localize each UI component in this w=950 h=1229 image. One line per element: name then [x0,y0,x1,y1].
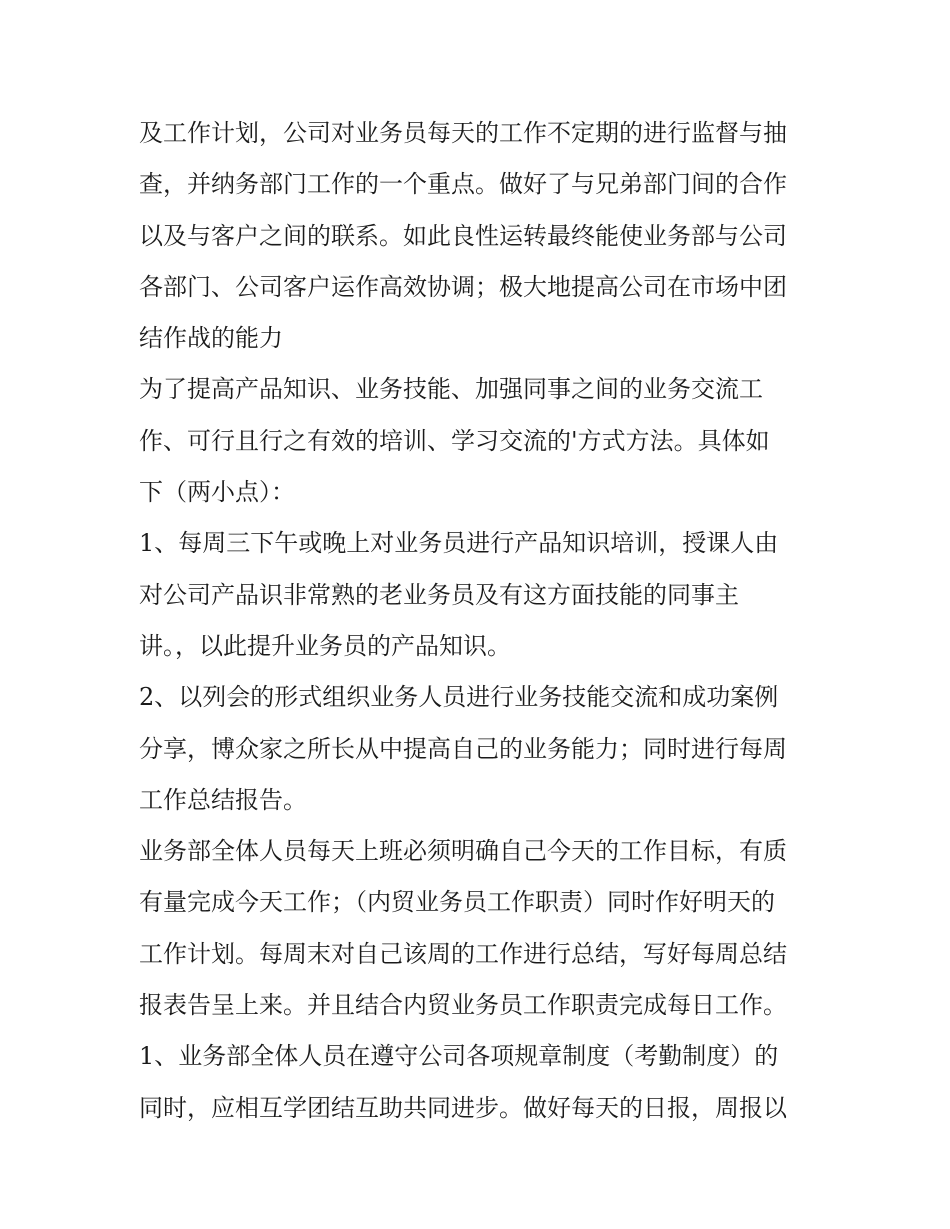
text-line: 为了提高产品知识、业务技能、加强同事之间的业务交流工 [139,375,763,404]
text-line: 1、业务部全体人员在遵守公司各项规章制度（考勤制度）的 [139,1042,779,1071]
text-line: 查，并纳务部门工作的一个重点。做好了与兄弟部门间的合作 [139,170,787,199]
body-text [139,108,819,1134]
text-line: 以及与客户之间的联系。如此良性运转最终能使业务部与公司 [139,221,787,250]
text-line: 工作计划。每周末对自己该周的工作进行总结，写好每周总结 [139,939,787,968]
text-line: 有量完成今天工作；（内贸业务员工作职责）同时作好明天的 [139,888,775,917]
text-line: 分享，博众家之所长从中提高自己的业务能力；同时进行每周 [139,734,787,763]
text-line: 下（两小点）： [139,478,295,507]
text-line: 及工作计划，公司对业务员每天的工作不定期的进行监督与抽 [139,119,787,147]
text-line: 讲。，以此提升业务员的产品知识。 [139,631,511,660]
text-line: 业务部全体人员每天上班必须明确自己今天的工作目标，有质 [139,837,787,866]
text-line: 2、以列会的形式组织业务人员进行业务技能交流和成功案例 [139,683,779,712]
text-line: 报表告呈上来。并且结合内贸业务员工作职责完成每日工作。 [139,991,787,1020]
text-line: 对公司产品识非常熟的老业务员及有这方面技能的同事主 [139,580,739,609]
text-line: 工作总结报告。 [139,785,307,814]
text-line: 作、可行且行之有效的培训、学习交流的'方式方法。具体如 [139,426,770,455]
text-line: 1、每周三下午或晚上对业务员进行产品知识培训，授课人由 [139,529,779,558]
text-line: 各部门、公司客户运作高效协调；极大地提高公司在市场中团 [139,272,787,301]
text-line: 同时，应相互学团结互助共同进步。做好每天的日报，周报以 [139,1093,787,1122]
text-line: 结作战的能力 [139,324,283,353]
